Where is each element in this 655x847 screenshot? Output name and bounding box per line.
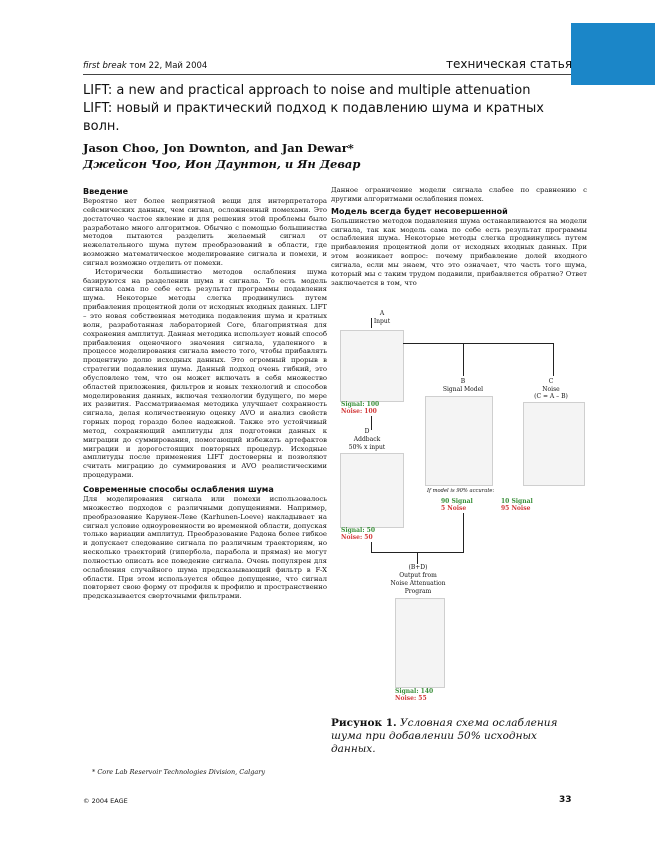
node-output-title: (B+D) bbox=[408, 564, 428, 571]
figure-1-diagram bbox=[331, 310, 587, 710]
connector bbox=[371, 542, 372, 552]
panel-b-signal-model bbox=[425, 396, 493, 486]
node-b-title: B bbox=[460, 378, 466, 385]
title-english: LIFT: a new and practical approach to noise and multiple attenuation bbox=[83, 83, 531, 98]
section-color-block bbox=[571, 23, 655, 85]
node-a-subtitle: Input bbox=[373, 318, 391, 325]
node-c-subtitle-1: Noise bbox=[542, 386, 560, 393]
node-output-sub-2: Noise Attenuation bbox=[390, 580, 446, 587]
header-rule bbox=[83, 74, 571, 75]
node-d-subtitle-1: Addback bbox=[353, 436, 381, 443]
connector bbox=[463, 513, 464, 552]
journal-name: first break bbox=[83, 61, 127, 71]
right-column bbox=[331, 186, 587, 287]
panel-d-signal: Signal: 50 bbox=[341, 527, 375, 534]
panel-output-noise: Noise: 55 bbox=[395, 695, 427, 702]
panel-b-signal: 90 Signal bbox=[441, 498, 473, 505]
node-output-sub-3: Program bbox=[404, 588, 432, 595]
node-b-subtitle: Signal Model bbox=[442, 386, 484, 393]
connector bbox=[403, 343, 553, 344]
figure-caption bbox=[331, 717, 561, 756]
panel-d-noise: Noise: 50 bbox=[341, 534, 373, 541]
authors-english: Jason Choo, Jon Downton, and Jan Dewar* bbox=[83, 141, 354, 155]
modern-methods-paragraph: Для моделирования сигнала или помехи использовалось множество подходов с различными допущениями. Например, преобразование Карунен-Леве (Karhunen-Loeve) накладывает на сигнал условие одноуровенности во временной области, допуская только вариации амплитуд. Преобразование Радона более гибкое и допускает следование сигнала по различным траекториям, но несколько траекторий (гипербола, парабола и прямая) не могут полностью описать все поведение сигнала. Очень популярен для ослабления случайного шума предсказывающий фильтр в F-X области. При этом используется общее допущение, что сигнал повторяет свою форму от профиля к профилю и пространственно предсказывается сверточными фильтрами. bbox=[83, 495, 327, 601]
panel-c-signal: 10 Signal bbox=[501, 498, 533, 505]
model-imperfect-heading: Модель всегда будет несовершенной bbox=[331, 206, 508, 216]
page-number: 33 bbox=[559, 795, 572, 805]
issue-info: том 22, Май 2004 bbox=[129, 61, 208, 71]
footnote: * Core Lab Reservoir Technologies Division, Calgary bbox=[92, 768, 266, 776]
running-header bbox=[83, 61, 207, 71]
connector bbox=[553, 343, 554, 376]
node-d-subtitle-2: 50% x input bbox=[348, 444, 386, 451]
panel-b-noise: 5 Noise bbox=[441, 505, 467, 512]
intro-heading: Введение bbox=[83, 187, 129, 196]
section-label: техническая статья bbox=[446, 57, 573, 71]
panel-a-input bbox=[340, 330, 404, 402]
intro-paragraph-2: Исторически большинство методов ослабления шума базируются на разделении шума и сигнала. То есть модель сигнала сама по себе есть результат программы подавления шума. Некоторые методы слегка продвинулись путем прибавления процентной доли от исходных входных данных. LIFT – это новая собственная методика подавления шума и кратных волн, разработанная лабораторией Core, благоприятная для сохранения амплитуд. Данная методика использует новый способ прибавления оценочного значения сигнала, удаленного в процессе моделирования сигнала вместо того, чтобы прибавлять процентную долю исходных данных. Это огромный прорыв в стратегии подавления шума. Данный подход очень гибкий, это обусловлено тем, что он может включать в себя множество областей приложения, фильтров и новых технологий и способов моделирования данных, включая технологии будущего, по мере их развития. Рассматриваемая методика улучшает сохранность сигнала, делая количественную оценку AVO и анализ свойств горных пород гораздо более надежной. Также это устойчивый метод, сохраняющий амплитуды для подготовки данных к миграции до суммирования, помогающий избежать артефактов миграции и дорогостоящих повторных процедур. Исходные амплитуды после применения LIFT достоверны и позволяют считать миграцию до суммирования и AVO реалистическими процедурами. bbox=[83, 267, 327, 480]
title-russian-line2: волн. bbox=[83, 119, 120, 134]
right-paragraph-1: Большинство методов подавления шума останавливаются на модели сигнала, так как модель сама по себе есть результат программы ослабления шума. Некоторые методы слегка продвинулись путем прибавления процентной доли от исходных входных данных. При этом возникает вопрос: почему прибавление долей входного сигнала, если мы знаем, что это означает, что часть того шума, который мы с таким трудом подавили, прибавляется обратно? Ответ заключается в том, что bbox=[331, 216, 587, 287]
left-column bbox=[83, 186, 327, 601]
node-d-title: D bbox=[364, 428, 370, 435]
connector bbox=[371, 318, 372, 328]
model-accuracy-note: If model is 90% accurate: bbox=[427, 488, 495, 494]
node-c-title: C bbox=[548, 378, 554, 385]
panel-output bbox=[395, 598, 445, 688]
connector bbox=[417, 552, 418, 564]
modern-methods-heading: Современные способы ослабления шума bbox=[83, 485, 274, 494]
panel-d-addback bbox=[340, 453, 404, 528]
node-output-sub-1: Output from bbox=[399, 572, 437, 579]
panel-a-noise: Noise: 100 bbox=[341, 408, 377, 415]
node-c-subtitle-2: (C = A – B) bbox=[534, 393, 568, 400]
panel-a-signal: Signal: 100 bbox=[341, 401, 380, 408]
caption-label: Рисунок 1. bbox=[331, 717, 397, 729]
connector bbox=[463, 343, 464, 376]
right-paragraph-0: Данное ограничение модели сигнала слабее по сравнению с другими алгоритмами ослабления помех. bbox=[331, 186, 587, 203]
title-russian-line1: LIFT: новый и практический подход к подавлению шума и кратных bbox=[83, 101, 544, 116]
caption-text: Условная схема ослабления шума при добавлении 50% исходных данных. bbox=[331, 717, 558, 755]
panel-c-noise: 95 Noise bbox=[501, 505, 531, 512]
intro-paragraph-1: Вероятно нет более неприятной вещи для интерпретатора сейсмических данных, чем сигнал, осложненный помехами. Это достаточно частое явление и для решения этой проблемы было разработано много алгоритмов. Обычно с помощью большинства методов пытаются разделить желаемый сигнал от нежелательного шума путем преобразований в области, где возможно математическое моделирование сигнала и помехи, и сигнал возможно отделить от помехи. bbox=[83, 197, 327, 267]
node-a-title: A bbox=[379, 310, 385, 317]
copyright: © 2004 EAGE bbox=[83, 797, 128, 805]
panel-c-noise bbox=[523, 402, 585, 486]
authors-russian: Джейсон Чоо, Ион Даунтон, и Ян Девар bbox=[83, 157, 361, 171]
panel-output-signal: Signal: 140 bbox=[395, 688, 434, 695]
